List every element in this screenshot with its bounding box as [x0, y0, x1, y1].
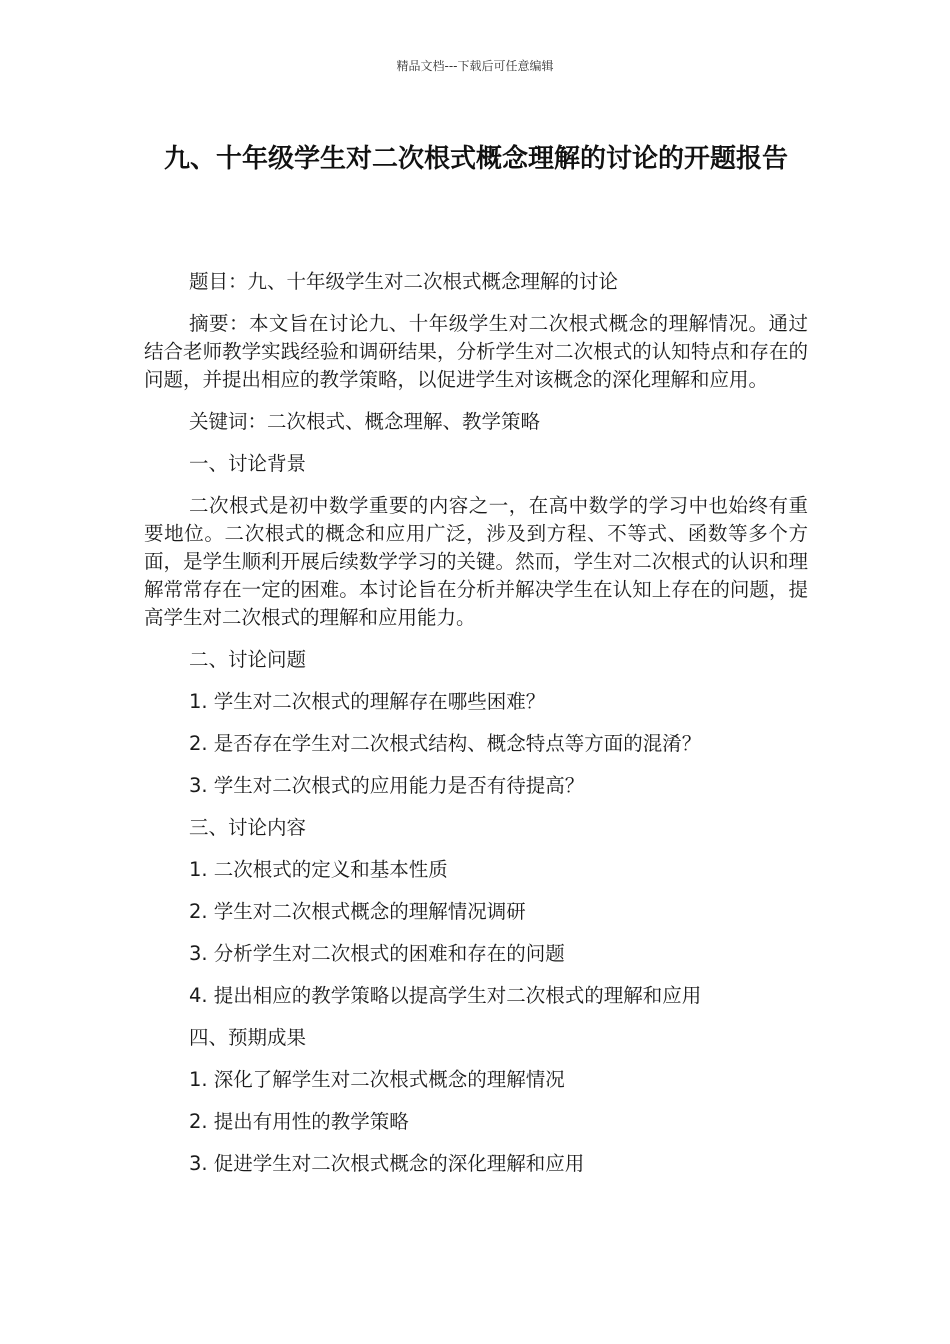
question-item: 3. 学生对二次根式的应用能力是否有待提高？ [189, 774, 585, 797]
content-item: 4. 提出相应的教学策略以提高学生对二次根式的理解和应用 [189, 984, 702, 1007]
document-title: 九、十年级学生对二次根式概念理解的讨论的开题报告 [163, 144, 788, 174]
question-item: 2. 是否存在学生对二次根式结构、概念特点等方面的混淆？ [189, 732, 702, 755]
document-body [144, 268, 808, 1192]
section-heading-outcomes: 四、预期成果 [189, 1026, 307, 1049]
section-heading-questions: 二、讨论问题 [189, 648, 307, 671]
question-item: 1. 学生对二次根式的理解存在哪些困难？ [189, 690, 546, 713]
abstract-paragraph: 摘要：本文旨在讨论九、十年级学生对二次根式概念的理解情况。通过结合老师教学实践经验和调研结果，分析学生对二次根式的认知特点和存在的问题，并提出相应的教学策略，以促进学生对该概念的深化理解和应用。 [144, 312, 808, 391]
header-note: 精品文档---下载后可任意编辑 [396, 59, 554, 73]
outcome-item: 1. 深化了解学生对二次根式概念的理解情况 [189, 1068, 565, 1091]
outcome-item: 3. 促进学生对二次根式概念的深化理解和应用 [189, 1152, 585, 1175]
content-item: 3. 分析学生对二次根式的困难和存在的问题 [189, 942, 565, 965]
content-item: 1. 二次根式的定义和基本性质 [189, 858, 448, 881]
outcome-item: 2. 提出有用性的教学策略 [189, 1110, 409, 1133]
content-item: 2. 学生对二次根式概念的理解情况调研 [189, 900, 526, 923]
keywords-line: 关键词：二次根式、概念理解、教学策略 [189, 410, 541, 433]
section-heading-background: 一、讨论背景 [189, 452, 307, 475]
section-heading-content: 三、讨论内容 [189, 816, 307, 839]
background-paragraph: 二次根式是初中数学重要的内容之一，在高中数学的学习中也始终有重要地位。二次根式的概念和应用广泛，涉及到方程、不等式、函数等多个方面，是学生顺利开展后续数学学习的关键。然而，学生对二次根式的认识和理解常常存在一定的困难。本讨论旨在分析并解决学生在认知上存在的问题，提高学生对二次根式的理解和应用能力。 [144, 494, 808, 629]
topic-line: 题目：九、十年级学生对二次根式概念理解的讨论 [189, 270, 619, 293]
